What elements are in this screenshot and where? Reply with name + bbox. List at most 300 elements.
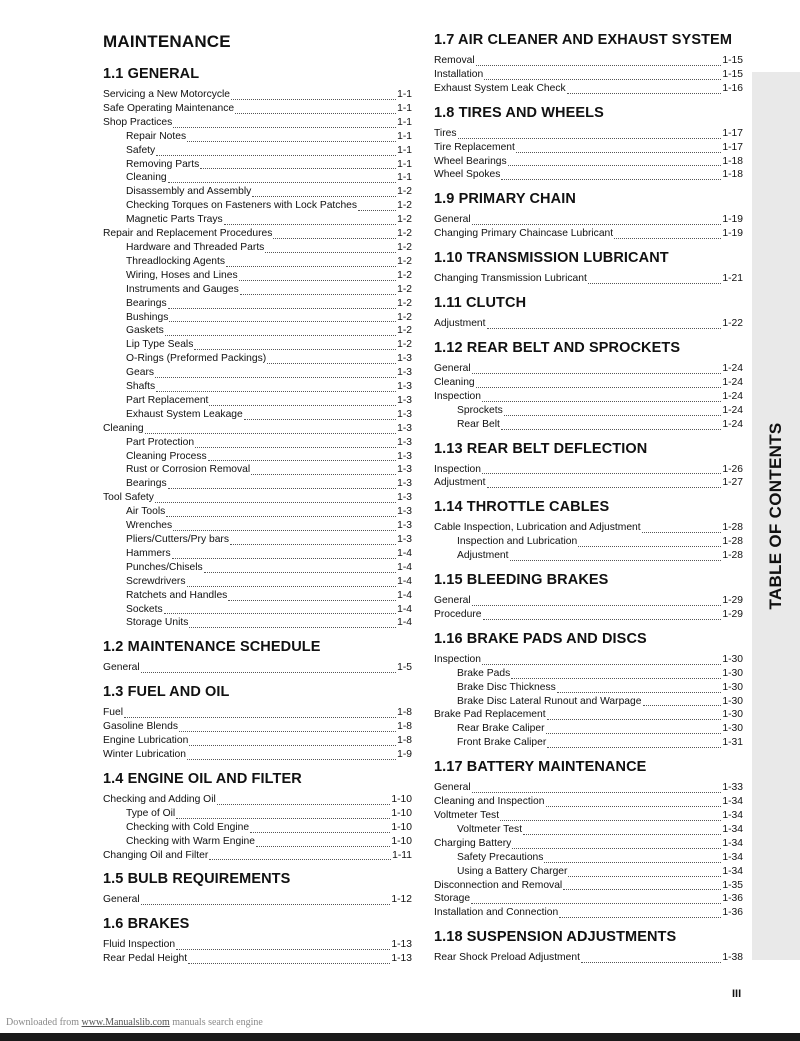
toc-entry-page: 1-30	[722, 681, 743, 693]
toc-entry-label: Adjustment	[457, 550, 509, 562]
toc-entry[interactable]	[103, 505, 412, 519]
toc-entry-page: 1-21	[722, 273, 743, 285]
section-title[interactable]: 1.17 BATTERY MAINTENANCE	[434, 759, 647, 776]
dot-leader	[458, 127, 722, 139]
toc-entry-page: 1-18	[722, 155, 743, 167]
dot-leader	[559, 906, 721, 918]
toc-entry[interactable]	[103, 450, 412, 464]
dot-leader	[482, 462, 721, 474]
toc-entry[interactable]	[434, 823, 743, 837]
toc-entry-page: 1-3	[397, 367, 412, 379]
toc-entry-label: Rear Pedal Height	[103, 953, 188, 965]
toc-entry[interactable]	[103, 394, 412, 408]
toc-entry[interactable]	[434, 708, 743, 722]
toc-entry-page: 1-34	[722, 851, 743, 863]
toc-entry-page: 1-38	[722, 952, 743, 964]
dot-leader	[173, 116, 396, 128]
toc-entry[interactable]	[434, 795, 743, 809]
toc-entry-page: 1-30	[722, 695, 743, 707]
dot-leader	[166, 505, 396, 517]
dot-leader	[188, 952, 390, 964]
toc-entry[interactable]	[434, 272, 743, 286]
toc-entry-page: 1-10	[391, 807, 412, 819]
toc-entry-label: Bearings	[126, 297, 167, 309]
section-title[interactable]: 1.8 TIRES AND WHEELS	[434, 104, 604, 121]
toc-entry-page: 1-3	[397, 394, 412, 406]
toc-entry-page: 1-8	[397, 735, 412, 747]
toc-entry-page: 1-3	[397, 381, 412, 393]
toc-entry-page: 1-8	[397, 721, 412, 733]
dot-leader	[200, 157, 396, 169]
dot-leader	[265, 241, 396, 253]
toc-entry-list	[434, 127, 743, 183]
toc-entry[interactable]	[434, 722, 743, 736]
toc-entry-label: Punches/Chisels	[126, 561, 203, 573]
toc-entry[interactable]	[434, 781, 743, 795]
toc-entry[interactable]	[103, 130, 412, 144]
toc-entry-page: 1-24	[722, 418, 743, 430]
dot-leader	[189, 734, 396, 746]
toc-entry[interactable]	[434, 54, 743, 68]
toc-entry-page: 1-3	[397, 408, 412, 420]
toc-entry-label: Shop Practices	[103, 116, 173, 128]
toc-entry-page: 1-19	[722, 228, 743, 240]
dot-leader	[209, 848, 391, 860]
dot-leader	[273, 227, 396, 239]
toc-entry[interactable]	[434, 404, 743, 418]
toc-entry-label: Wrenches	[126, 520, 173, 532]
section-title[interactable]: 1.2 MAINTENANCE SCHEDULE	[103, 639, 321, 656]
section-title[interactable]: 1.18 SUSPENSION ADJUSTMENTS	[434, 929, 677, 946]
dot-leader	[642, 521, 722, 533]
toc-entry-page: 1-24	[722, 362, 743, 374]
toc-entry-page: 1-10	[391, 793, 412, 805]
toc-entry[interactable]	[103, 589, 412, 603]
toc-entry[interactable]	[434, 892, 743, 906]
toc-entry[interactable]	[434, 865, 743, 879]
toc-entry[interactable]	[103, 144, 412, 158]
dot-leader	[230, 533, 396, 545]
toc-entry-label: Checking with Warm Engine	[126, 835, 255, 847]
toc-entry[interactable]	[103, 603, 412, 617]
dot-leader	[472, 213, 722, 225]
toc-entry-label: Voltmeter Test	[457, 823, 523, 835]
toc-entry[interactable]	[434, 549, 743, 563]
toc-entry[interactable]	[103, 547, 412, 561]
toc-entry[interactable]	[103, 213, 412, 227]
toc-entry[interactable]	[103, 185, 412, 199]
toc-entry-label: Repair and Replacement Procedures	[103, 228, 273, 240]
dot-leader	[155, 491, 396, 503]
toc-entry-label: Changing Oil and Filter	[103, 849, 209, 861]
toc-section	[103, 871, 412, 907]
dot-leader	[256, 835, 390, 847]
toc-entry[interactable]	[103, 436, 412, 450]
toc-entry-page: 1-3	[397, 506, 412, 518]
dot-leader	[173, 519, 396, 531]
toc-entry-label: Air Tools	[126, 506, 166, 518]
toc-entry[interactable]	[434, 851, 743, 865]
toc-entry-page: 1-34	[722, 810, 743, 821]
toc-entry[interactable]	[103, 116, 412, 130]
toc-entry-page: 1-28	[722, 522, 743, 534]
toc-entry-page: 1-4	[397, 547, 412, 559]
toc-entry-label: Exhaust System Leak Check	[434, 82, 566, 94]
toc-entry[interactable]	[434, 127, 743, 141]
toc-entry[interactable]	[434, 736, 743, 750]
toc-entry[interactable]	[103, 893, 412, 907]
dot-leader	[194, 338, 396, 350]
toc-entry-label: Brake Pad Replacement	[434, 709, 546, 721]
dot-leader	[476, 54, 722, 66]
toc-entry-label: Sockets	[126, 603, 163, 615]
toc-section	[103, 684, 412, 762]
section-title[interactable]: 1.16 BRAKE PADS AND DISCS	[434, 630, 647, 647]
toc-entry-label: Hardware and Threaded Parts	[126, 241, 265, 253]
toc-entry-label: Checking and Adding Oil	[103, 793, 216, 805]
toc-entry-list	[103, 706, 412, 762]
section-title[interactable]: 1.5 BULB REQUIREMENTS	[103, 871, 291, 888]
toc-entry[interactable]	[103, 849, 412, 863]
toc-entry-page: 1-4	[397, 617, 412, 629]
toc-entry[interactable]	[103, 366, 412, 380]
dot-leader	[504, 404, 722, 416]
toc-entry-label: Wheel Spokes	[434, 169, 501, 181]
toc-entry[interactable]	[434, 594, 743, 608]
toc-section	[434, 631, 743, 750]
dot-leader	[252, 185, 396, 197]
toc-entry-label: Changing Transmission Lubricant	[434, 273, 587, 285]
dot-leader	[156, 380, 396, 392]
toc-entry[interactable]	[434, 68, 743, 82]
toc-entry[interactable]	[103, 422, 412, 436]
toc-entry-list	[434, 653, 743, 750]
toc-entry-label: Voltmeter Test	[434, 810, 500, 821]
section-title[interactable]: 1.6 BRAKES	[103, 916, 190, 933]
toc-entry[interactable]	[434, 653, 743, 667]
toc-entry-label: Adjustment	[434, 477, 486, 489]
dot-leader	[358, 199, 396, 211]
dot-leader	[557, 681, 722, 693]
toc-entry[interactable]	[103, 477, 412, 491]
toc-entry-label: Checking Torques on Fasteners with Lock Patches	[126, 200, 358, 212]
toc-entry-page: 1-3	[397, 450, 412, 462]
dot-leader	[482, 390, 721, 402]
toc-entry-label: Disconnection and Removal	[434, 879, 563, 891]
toc-entry-page: 1-15	[722, 68, 743, 80]
toc-section	[434, 499, 743, 563]
toc-entry[interactable]	[103, 311, 412, 325]
toc-entry-label: Safe Operating Maintenance	[103, 102, 235, 114]
toc-entry-list	[434, 521, 743, 563]
toc-entry[interactable]	[434, 608, 743, 622]
toc-entry[interactable]	[103, 227, 412, 241]
toc-entry-label: Sprockets	[457, 404, 503, 416]
toc-entry-page: 1-2	[397, 200, 412, 212]
toc-entry-page: 1-29	[722, 608, 743, 620]
dot-leader	[546, 722, 722, 734]
dot-leader	[544, 851, 721, 863]
toc-entry-label: Storage	[434, 893, 471, 905]
toc-entry[interactable]	[103, 734, 412, 748]
toc-entry-label: Rear Brake Caliper	[457, 723, 545, 735]
toc-entry[interactable]	[434, 141, 743, 155]
dot-leader	[187, 130, 396, 142]
toc-entry-label: Disassembly and Assembly	[126, 186, 252, 198]
toc-entry-page: 1-28	[722, 536, 743, 548]
toc-entry-list	[434, 272, 743, 286]
dot-leader	[165, 324, 396, 336]
toc-entry[interactable]	[103, 616, 412, 630]
toc-entry[interactable]	[103, 297, 412, 311]
toc-entry-label: Tire Replacement	[434, 141, 515, 153]
toc-entry[interactable]	[103, 102, 412, 116]
toc-entry[interactable]	[103, 88, 412, 102]
dot-leader	[476, 376, 722, 388]
download-footer	[6, 1017, 263, 1028]
toc-entry-page: 1-3	[397, 422, 412, 434]
dot-leader	[546, 795, 722, 807]
toc-entry[interactable]	[103, 720, 412, 734]
toc-entry[interactable]	[103, 561, 412, 575]
section-title[interactable]: 1.3 FUEL AND OIL	[103, 684, 230, 701]
toc-entry-page: 1-29	[722, 595, 743, 607]
toc-entry[interactable]	[103, 255, 412, 269]
toc-entry[interactable]	[103, 821, 412, 835]
toc-entry-page: 1-2	[397, 339, 412, 351]
toc-entry[interactable]	[103, 199, 412, 213]
dot-leader	[156, 144, 396, 156]
toc-entry-label: Inspection	[434, 653, 481, 665]
dot-leader	[588, 272, 722, 284]
toc-section	[434, 441, 743, 491]
toc-entry[interactable]	[103, 380, 412, 394]
toc-entry[interactable]	[103, 269, 412, 283]
toc-entry-page: 1-11	[392, 849, 412, 861]
toc-entry-page: 1-1	[397, 89, 412, 100]
toc-entry[interactable]	[434, 376, 743, 390]
toc-entry-label: Installation and Connection	[434, 907, 559, 919]
section-title[interactable]: 1.4 ENGINE OIL AND FILTER	[103, 770, 302, 787]
toc-entry[interactable]	[103, 158, 412, 172]
dot-leader	[217, 793, 391, 805]
footer-site-link[interactable]: www.Manualslib.com	[81, 1017, 170, 1028]
toc-entry-label: Repair Notes	[126, 130, 187, 142]
toc-entry[interactable]	[434, 521, 743, 535]
dot-leader	[189, 616, 396, 628]
toc-entry-page: 1-17	[722, 127, 743, 139]
toc-entry-label: Inspection	[434, 390, 481, 402]
toc-entry[interactable]	[434, 317, 743, 331]
toc-entry[interactable]	[103, 463, 412, 477]
toc-entry[interactable]	[103, 324, 412, 338]
side-tab-label: TABLE OF CONTENTS	[766, 422, 785, 610]
section-title[interactable]: 1.11 CLUTCH	[434, 295, 527, 312]
toc-entry[interactable]	[434, 837, 743, 851]
dot-leader	[155, 366, 396, 378]
toc-entry-page: 1-30	[722, 709, 743, 721]
toc-entry-page: 1-24	[722, 390, 743, 402]
toc-entry[interactable]	[103, 807, 412, 821]
toc-entry[interactable]	[434, 809, 743, 823]
footer-suffix: manuals search engine	[172, 1017, 263, 1028]
toc-entry[interactable]	[103, 352, 412, 366]
toc-entry[interactable]	[434, 362, 743, 376]
toc-entry[interactable]	[434, 418, 743, 432]
section-title[interactable]: 1.15 BLEEDING BRAKES	[434, 572, 609, 589]
dot-leader	[172, 547, 396, 559]
toc-entry-label: Removing Parts	[126, 158, 200, 170]
toc-entry[interactable]	[103, 338, 412, 352]
toc-entry-page: 1-22	[722, 318, 743, 330]
toc-entry-label: Winter Lubrication	[103, 748, 186, 760]
toc-entry-page: 1-24	[722, 376, 743, 388]
toc-entry[interactable]	[103, 519, 412, 533]
toc-entry-label: Screwdrivers	[126, 575, 186, 587]
toc-entry-label: O-Rings (Preformed Packings)	[126, 353, 267, 365]
toc-entry[interactable]	[434, 906, 743, 920]
toc-entry-label: Safety	[126, 144, 156, 156]
toc-entry-page: 1-34	[722, 865, 743, 877]
toc-entry[interactable]	[103, 835, 412, 849]
dot-leader	[487, 476, 722, 488]
toc-entry-list	[434, 213, 743, 241]
dot-leader	[239, 269, 397, 281]
page-number: III	[732, 988, 742, 1000]
toc-entry-label: Charging Battery	[434, 837, 512, 849]
section-title[interactable]: 1.1 GENERAL	[103, 66, 200, 82]
dot-leader	[484, 68, 721, 80]
toc-entry[interactable]	[434, 213, 743, 227]
dot-leader	[267, 352, 396, 364]
toc-entry-page: 1-4	[397, 575, 412, 587]
section-title[interactable]: 1.12 REAR BELT AND SPROCKETS	[434, 339, 681, 356]
toc-entry[interactable]	[434, 390, 743, 404]
toc-entry[interactable]	[434, 463, 743, 477]
toc-entry[interactable]	[434, 951, 743, 965]
toc-entry-label: General	[434, 595, 471, 607]
dot-leader	[168, 297, 396, 309]
toc-entry-page: 1-2	[397, 255, 412, 267]
toc-entry[interactable]	[434, 168, 743, 182]
toc-entry-page: 1-1	[397, 102, 412, 114]
toc-entry[interactable]	[103, 748, 412, 762]
toc-entry[interactable]	[434, 695, 743, 709]
toc-entry-page: 1-28	[722, 550, 743, 562]
toc-entry[interactable]	[103, 171, 412, 185]
dot-leader	[547, 708, 722, 720]
toc-entry[interactable]	[434, 476, 743, 490]
dot-leader	[483, 608, 722, 620]
toc-entry-label: Part Protection	[126, 436, 195, 448]
toc-entry-page: 1-36	[722, 893, 743, 905]
toc-entry-page: 1-4	[397, 561, 412, 573]
toc-entry-page: 1-15	[722, 55, 743, 66]
toc-entry-page: 1-19	[722, 214, 743, 226]
dot-leader	[563, 878, 721, 890]
section-title[interactable]: 1.14 THROTTLE CABLES	[434, 499, 610, 516]
toc-section	[103, 639, 412, 675]
toc-entry-label: Wiring, Hoses and Lines	[126, 269, 238, 281]
toc-entry[interactable]	[103, 661, 412, 675]
toc-section	[434, 759, 743, 920]
toc-section	[103, 771, 412, 863]
toc-entry-label: Using a Battery Charger	[457, 865, 568, 877]
dot-leader	[204, 561, 396, 573]
toc-entry[interactable]	[434, 535, 743, 549]
toc-entry-label: Cleaning	[126, 172, 167, 184]
toc-entry[interactable]	[434, 667, 743, 681]
toc-entry[interactable]	[103, 793, 412, 807]
section-title[interactable]: 1.7 AIR CLEANER AND EXHAUST SYSTEM	[434, 32, 733, 48]
dot-leader	[482, 653, 721, 665]
toc-entry-label: Cleaning Process	[126, 450, 207, 462]
toc-entry-page: 1-2	[397, 186, 412, 198]
toc-entry-page: 1-1	[397, 158, 412, 170]
toc-entry-label: Engine Lubrication	[103, 735, 189, 747]
toc-entry-label: Cleaning and Inspection	[434, 796, 545, 808]
toc-entry[interactable]	[103, 408, 412, 422]
toc-entry-list	[103, 893, 412, 907]
toc-entry-label: Safety Precautions	[457, 851, 544, 863]
toc-entry-label: Installation	[434, 68, 484, 80]
toc-entry[interactable]	[434, 681, 743, 695]
toc-entry-page: 1-10	[391, 835, 412, 847]
toc-entry[interactable]	[103, 491, 412, 505]
toc-entry-label: Front Brake Caliper	[457, 737, 547, 749]
toc-entry-label: Instruments and Gauges	[126, 283, 239, 295]
toc-entry-label: Rear Belt	[457, 418, 500, 430]
toc-entry-label: Type of Oil	[126, 807, 176, 819]
toc-entry-list	[434, 463, 743, 491]
toc-entry-label: General	[103, 662, 140, 674]
toc-entry-list	[103, 793, 412, 863]
dot-leader	[250, 821, 390, 833]
toc-entry[interactable]	[434, 879, 743, 893]
toc-entry[interactable]	[103, 575, 412, 589]
toc-entry[interactable]	[103, 706, 412, 720]
dot-leader	[187, 575, 397, 587]
toc-entry-page: 1-10	[391, 821, 412, 833]
dot-leader	[472, 594, 722, 606]
toc-entry-label: Wheel Bearings	[434, 155, 507, 167]
dot-leader	[511, 667, 721, 679]
toc-entry-list	[434, 362, 743, 432]
toc-entry-page: 1-5	[397, 662, 412, 674]
dot-leader	[208, 449, 396, 461]
toc-entry-page: 1-18	[722, 169, 743, 181]
toc-entry[interactable]	[103, 533, 412, 547]
toc-entry[interactable]	[434, 227, 743, 241]
dot-leader	[240, 283, 396, 295]
toc-entry-label: Rust or Corrosion Removal	[126, 464, 251, 476]
toc-entry[interactable]	[103, 938, 412, 952]
toc-entry[interactable]	[103, 283, 412, 297]
toc-entry-page: 1-4	[397, 603, 412, 615]
section-title[interactable]: 1.10 TRANSMISSION LUBRICANT	[434, 250, 669, 267]
toc-entry[interactable]	[434, 82, 743, 96]
toc-entry-label: Tool Safety	[103, 492, 154, 504]
toc-entry[interactable]	[103, 952, 412, 966]
dot-leader	[510, 549, 722, 561]
section-title[interactable]: 1.9 PRIMARY CHAIN	[434, 191, 576, 208]
dot-leader	[164, 602, 396, 614]
toc-entry[interactable]	[434, 155, 743, 169]
section-title[interactable]: 1.13 REAR BELT DEFLECTION	[434, 440, 648, 457]
dot-leader	[141, 893, 391, 905]
toc-entry-page: 1-36	[722, 907, 743, 919]
toc-entry[interactable]	[103, 241, 412, 255]
